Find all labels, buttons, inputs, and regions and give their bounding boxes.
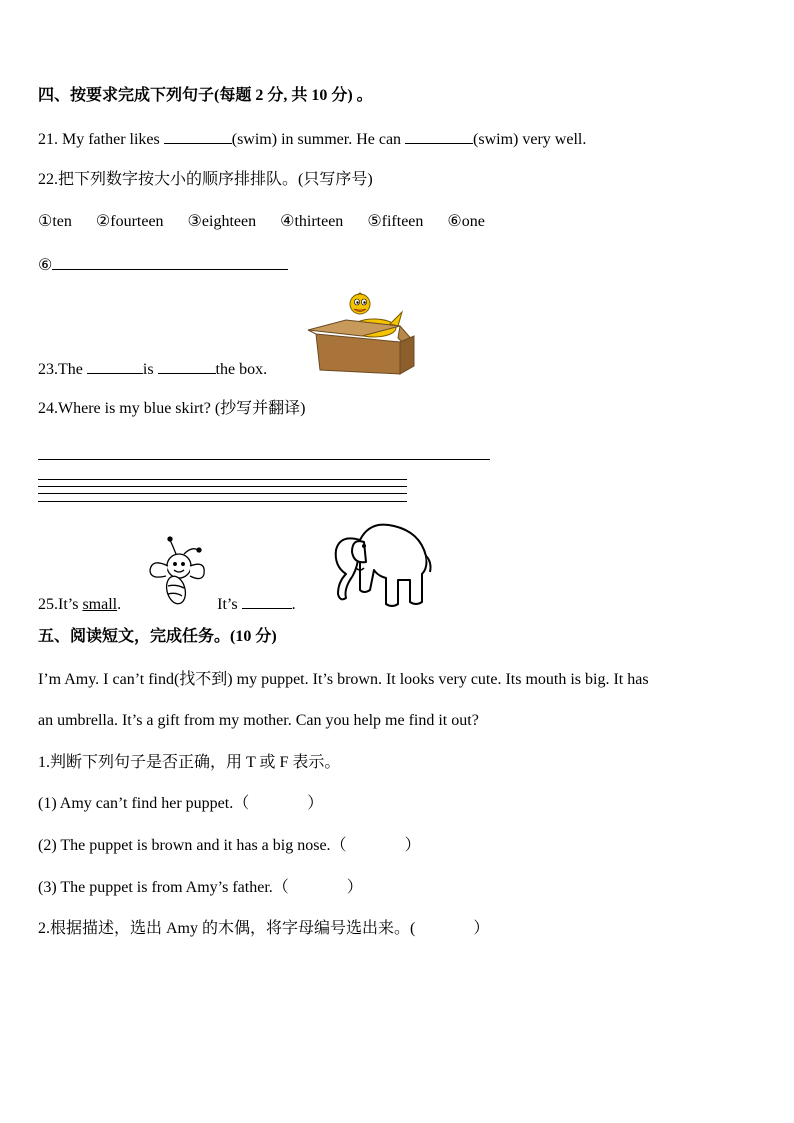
paren-close: ） xyxy=(307,795,324,812)
paren-close: ） xyxy=(346,879,363,896)
paren-open: （ xyxy=(233,795,250,812)
q25-text-2: . xyxy=(117,596,122,613)
question-22-answer xyxy=(38,255,288,276)
option-5: ⑤fifteen xyxy=(367,213,424,230)
q25-text-3: It’s xyxy=(217,596,242,613)
question-23 xyxy=(38,359,267,380)
four-line-grid-line xyxy=(38,486,407,487)
question-25 xyxy=(38,594,296,615)
task-1-prompt: 1.判断下列句子是否正确，用 T 或 F 表示。 xyxy=(38,754,341,771)
paren-close: ） xyxy=(473,920,490,937)
elephant-icon xyxy=(330,516,434,610)
q21-text-1: 21. My father likes xyxy=(38,131,164,148)
q21-text-2: (swim) in summer. He can xyxy=(231,131,406,148)
task-1-item-3 xyxy=(38,878,363,898)
task-2-text: 2.根据描述，选出 Amy 的木偶，将字母编号选出来。( xyxy=(38,920,416,937)
q23-blank-1[interactable] xyxy=(87,359,143,374)
q23-text-3: the box. xyxy=(215,361,268,378)
paren-open: （ xyxy=(330,837,347,854)
q23-text-2: is xyxy=(142,361,158,378)
q21-blank-1[interactable] xyxy=(164,129,232,144)
question-21 xyxy=(38,129,586,150)
option-2: ②fourteen xyxy=(95,213,164,230)
option-1: ①ten xyxy=(38,213,72,230)
option-6: ⑥one xyxy=(447,213,485,230)
section-4-heading: 四、按要求完成下列句子(每题 2 分, 共 10 分) 。 xyxy=(38,87,373,104)
section-5-heading: 五、阅读短文，完成任务。(10 分) xyxy=(38,628,277,645)
task-1-item-2 xyxy=(38,836,421,856)
q25-underlined-word: small xyxy=(82,596,118,613)
q23-text-1: 23.The xyxy=(38,361,87,378)
option-3: ③eighteen xyxy=(187,213,257,230)
passage-line-1: I’m Amy. I can’t find(找不到) my puppet. It’s brown. It looks very cute. Its mouth is big. It has xyxy=(38,671,649,688)
duck-in-box-icon xyxy=(302,290,418,376)
q22-answer-blank[interactable] xyxy=(52,255,288,270)
q21-blank-2[interactable] xyxy=(405,129,473,144)
task-1-item-1 xyxy=(38,794,323,814)
question-22-prompt: 22.把下列数字按大小的顺序排排队。(只写序号) xyxy=(38,171,373,188)
four-line-grid-line xyxy=(38,493,407,494)
item-text: (1) Amy can’t find her puppet. xyxy=(38,795,234,812)
item-text: (3) The puppet is from Amy’s father. xyxy=(38,879,273,896)
four-line-grid-line xyxy=(38,479,407,480)
q25-blank[interactable] xyxy=(242,594,292,609)
paren-open: （ xyxy=(272,879,289,896)
q25-text-1: 25.It’s xyxy=(38,596,83,613)
question-22-options xyxy=(38,212,505,232)
paren-close: ） xyxy=(404,837,421,854)
item-text: (2) The puppet is brown and it has a big nose. xyxy=(38,837,331,854)
option-4: ④thirteen xyxy=(280,213,344,230)
passage-line-2: an umbrella. It’s a gift from my mother. Can you help me find it out? xyxy=(38,712,479,729)
q25-text-4: . xyxy=(291,596,296,613)
task-2-prompt xyxy=(38,919,489,939)
four-line-grid-line xyxy=(38,501,407,502)
q21-text-3: (swim) very well. xyxy=(473,131,587,148)
writing-line[interactable] xyxy=(38,459,490,460)
q23-blank-2[interactable] xyxy=(158,359,216,374)
question-24-prompt: 24.Where is my blue skirt? (抄写并翻译) xyxy=(38,400,306,417)
q22-answer-prefix: ⑥ xyxy=(38,257,53,274)
